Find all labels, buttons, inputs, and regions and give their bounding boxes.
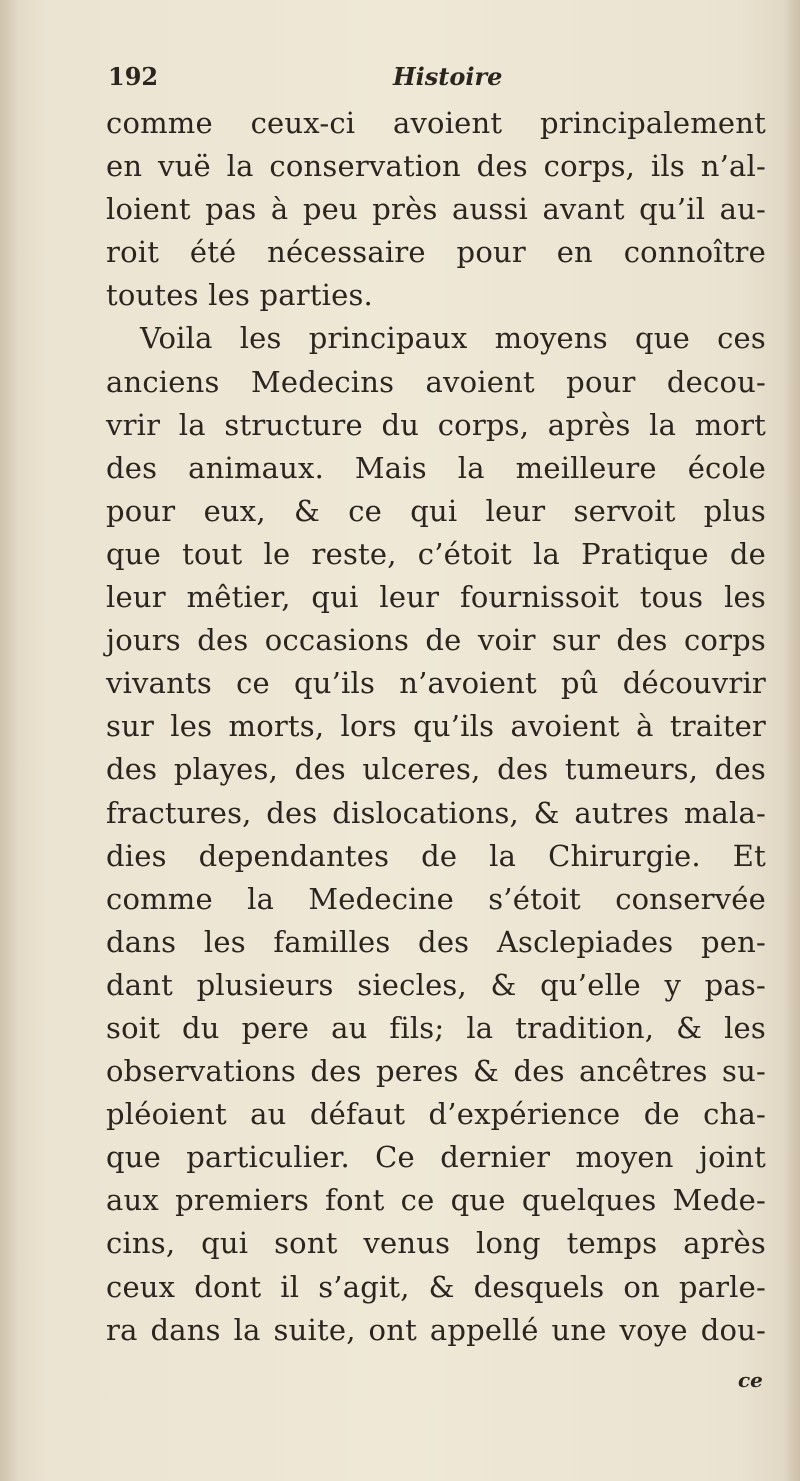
text-line: vivants ce qu’ils n’avoient pû découvrir xyxy=(106,666,766,701)
text-line: pléoient au défaut d’expérience de cha- xyxy=(106,1097,766,1132)
text-line: en vuë la conservation des corps, ils n’al- xyxy=(106,149,766,184)
text-line: que tout le reste, c’étoit la Pratique de xyxy=(106,536,766,571)
text-line: des animaux. Mais la meilleure école xyxy=(106,450,766,485)
text-line: ra dans la suite, ont appellé une voye dou- xyxy=(106,1312,766,1347)
text-line: des playes, des ulceres, des tumeurs, des xyxy=(106,752,766,787)
text-line: vrir la structure du corps, après la mort xyxy=(106,407,766,442)
text-line: comme ceux-ci avoient principalement xyxy=(106,106,766,140)
text-line: Voila les principaux moyens que ces xyxy=(140,321,766,356)
page-number: 192 xyxy=(108,62,159,91)
text-line: loient pas à peu près aussi avant qu’il au- xyxy=(106,192,766,227)
text-line: ceux dont il s’agit, & desquels on parle- xyxy=(106,1269,766,1304)
text-line: comme la Medecine s’étoit conservée xyxy=(106,881,766,916)
text-line: anciens Medecins avoient pour decou- xyxy=(106,364,766,399)
page-left-edge-shadow xyxy=(0,0,18,1481)
text-line: toutes les parties. xyxy=(106,278,373,313)
page-right-edge-shadow xyxy=(784,0,800,1481)
running-title: Histoire xyxy=(393,62,503,91)
text-line: leur mêtier, qui leur fournissoit tous les xyxy=(106,580,766,615)
catchword: ce xyxy=(738,1368,763,1392)
body-text xyxy=(106,102,766,1352)
text-line: dans les familles des Asclepiades pen- xyxy=(106,924,766,959)
text-line: aux premiers font ce que quelques Mede- xyxy=(106,1183,766,1218)
text-line: dant plusieurs siecles, & qu’elle y pas- xyxy=(106,967,766,1002)
text-line: que particulier. Ce dernier moyen joint xyxy=(106,1140,766,1175)
text-line: pour eux, & ce qui leur servoit plus xyxy=(106,493,766,528)
text-line: jours des occasions de voir sur des corps xyxy=(106,623,766,658)
text-line: soit du pere au fils; la tradition, & les xyxy=(106,1010,766,1045)
text-line: roit été nécessaire pour en connoître xyxy=(106,235,766,270)
text-line: fractures, des dislocations, & autres mala- xyxy=(106,795,766,830)
running-head xyxy=(108,62,758,102)
text-line: observations des peres & des ancêtres su- xyxy=(106,1054,766,1089)
text-line: sur les morts, lors qu’ils avoient à traiter xyxy=(106,709,766,744)
text-line: dies dependantes de la Chirurgie. Et xyxy=(106,838,766,873)
text-line: cins, qui sont venus long temps après xyxy=(106,1226,766,1261)
